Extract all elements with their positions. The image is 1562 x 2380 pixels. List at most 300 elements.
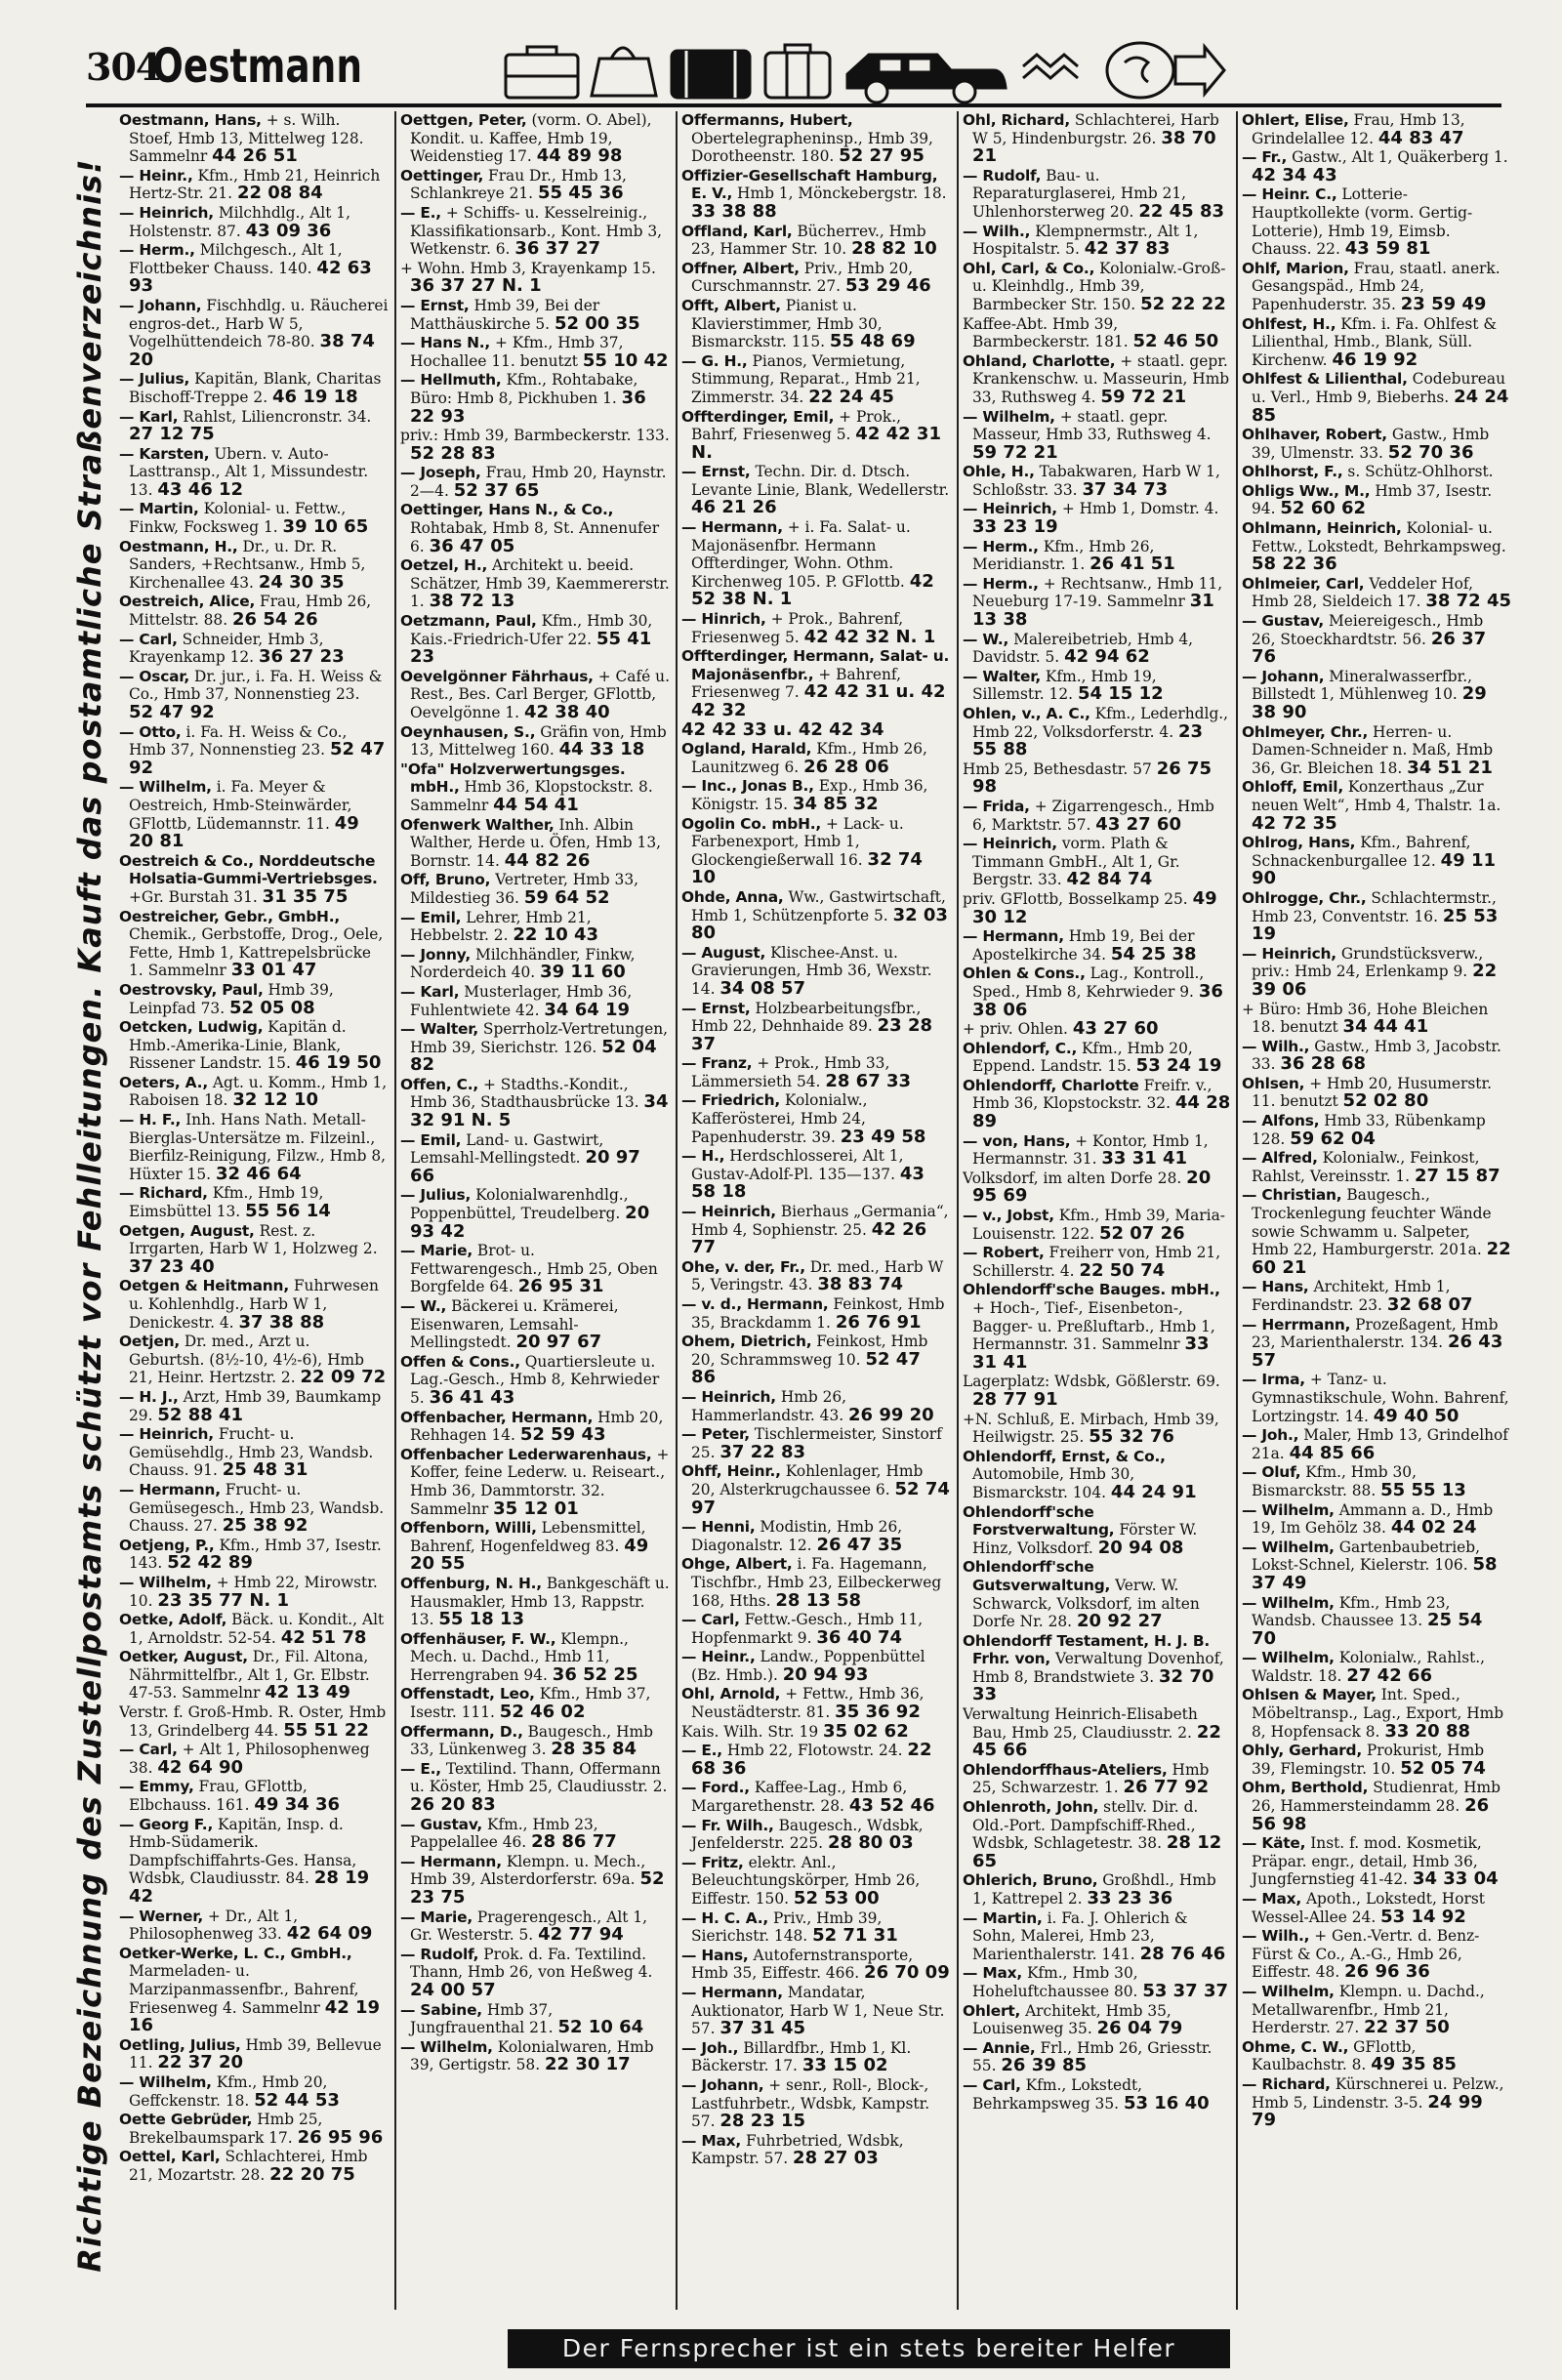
phone-number: 42 26 77 bbox=[691, 1218, 927, 1258]
phone-number: 49 20 55 bbox=[410, 1535, 649, 1575]
phone-number: 53 14 92 bbox=[1380, 1906, 1466, 1927]
entry-details: + Prok., Hmb 33, Lämmersieth 54. bbox=[691, 1054, 890, 1090]
list-item bbox=[963, 500, 1232, 536]
entry-name: Ohlert, Elise, bbox=[1242, 111, 1349, 129]
entry-name: Ohge, Albert, bbox=[681, 1555, 793, 1574]
entry-name: Oeters, A., bbox=[119, 1073, 208, 1091]
entry-details: Vertreter, Hmb 33, Mildestieg 36. bbox=[410, 871, 638, 907]
list-item bbox=[119, 852, 389, 907]
list-item bbox=[400, 167, 670, 203]
list-item bbox=[400, 464, 670, 500]
list-item bbox=[681, 888, 951, 943]
phone-number: 58 37 49 bbox=[1252, 1554, 1498, 1593]
phone-number: 33 23 36 bbox=[1087, 1888, 1173, 1908]
entry-name: — Rudolf, bbox=[400, 1945, 479, 1963]
entry-details: Kolonialw., Feinkost, Rahlst, Vereinsstr. 1. bbox=[1252, 1149, 1480, 1185]
list-item bbox=[119, 1778, 389, 1814]
phone-number: 36 40 74 bbox=[816, 1626, 903, 1648]
entry-name: Ohlsen, bbox=[1242, 1074, 1305, 1092]
list-item bbox=[963, 463, 1232, 499]
entry-details: Dr., Fil. Altona, Nährmittelfbr., Alt 1, Gr. Elbstr. 47-53. Sammelnr bbox=[129, 1648, 370, 1703]
phone-number: 28 77 91 bbox=[972, 1388, 1058, 1410]
phone-number: 43 58 18 bbox=[691, 1163, 925, 1203]
entry-details: Kaffee-Lag., Hmb 6, Margarethenstr. 28. bbox=[691, 1779, 908, 1816]
entry-name: — Wilhelm, bbox=[400, 2037, 493, 2056]
entry-name: — Emil, bbox=[400, 908, 462, 926]
arrow-right-icon bbox=[1175, 47, 1224, 94]
phone-number: 26 28 06 bbox=[803, 756, 889, 777]
list-item bbox=[400, 204, 670, 259]
entry-details: Hmb 39, Bellevue 11. bbox=[129, 2035, 382, 2072]
entry-name: Oestreich & Co., Norddeutsche Holsatia-Gummi-Vertriebsges. bbox=[119, 851, 378, 888]
entry-details: Klempnermstr., Alt 1, Hospitalstr. 5. bbox=[972, 222, 1199, 259]
list-item bbox=[400, 1946, 670, 2000]
phone-number: 20 94 93 bbox=[782, 1663, 869, 1685]
phone-number: 52 59 43 bbox=[519, 1424, 606, 1446]
list-item bbox=[963, 1705, 1232, 1760]
entry-name: Offen, C., bbox=[400, 1075, 479, 1093]
entry-details: Hmb 36, Klopstockstr. 8. Sammelnr bbox=[410, 778, 653, 814]
list-item bbox=[681, 777, 951, 813]
entry-details: Malereibetrieb, Hmb 4, Davidstr. 5. bbox=[972, 630, 1194, 667]
entry-name: — Friedrich, bbox=[681, 1091, 780, 1110]
entry-details: Billardfbr., Hmb 1, Kl. Bäckerstr. 17. bbox=[691, 2038, 912, 2075]
phone-number: 52 46 50 bbox=[1132, 331, 1219, 352]
phone-number: 36 47 05 bbox=[429, 535, 515, 556]
entry-details: Pianos, Vermietung, Stimmung, Reparat., Hmb 21, Zimmerstr. 34. bbox=[691, 351, 921, 406]
phone-number: 44 28 89 bbox=[972, 1092, 1231, 1132]
list-item bbox=[681, 1054, 951, 1090]
phone-number: 59 72 21 bbox=[1100, 386, 1187, 407]
list-item bbox=[681, 1147, 951, 1202]
phone-number: 55 18 13 bbox=[438, 1609, 525, 1630]
list-item bbox=[963, 1871, 1232, 1908]
phone-number: 39 11 60 bbox=[540, 962, 626, 983]
entry-details: Frau, Hmb 26, Mittelstr. 88. bbox=[129, 593, 372, 630]
phone-number: 52 88 41 bbox=[157, 1404, 244, 1425]
phone-number: 22 39 06 bbox=[1252, 961, 1498, 1000]
phone-number: 55 55 13 bbox=[1380, 1479, 1466, 1500]
list-item bbox=[1242, 1426, 1511, 1462]
phone-number: 22 30 17 bbox=[545, 2054, 631, 2075]
entry-details: Prokurist, Hmb 39, Flemingstr. 10. bbox=[1252, 1742, 1485, 1778]
entry-details: Verstr. f. Groß-Hmb. R. Oster, Hmb 13, Grindelberg 44. bbox=[119, 1703, 387, 1740]
entry-details: Rohtabak, Hmb 8, St. Annenufer 6. bbox=[410, 519, 660, 555]
entry-details: Bücherrev., Hmb 23, Hammer Str. 10. bbox=[691, 222, 926, 259]
list-item bbox=[681, 408, 951, 463]
entry-details: + Wohn. Hmb 3, Krayenkamp 15. bbox=[400, 259, 656, 277]
entry-name: — Peter, bbox=[681, 1425, 750, 1444]
entry-details: Lagerplatz: Wdsbk, Gößlerstr. 69. bbox=[963, 1373, 1220, 1391]
entry-details: Kfm., Hmb 20, Eppend. Landstr. 15. bbox=[972, 1039, 1193, 1076]
list-item bbox=[963, 1020, 1232, 1039]
phone-number: 55 48 69 bbox=[829, 331, 916, 352]
entry-name: Ohlendorff'sche Bauges. mbH., bbox=[963, 1281, 1220, 1299]
phone-number: 55 10 42 bbox=[582, 349, 669, 371]
list-item bbox=[400, 501, 670, 555]
entry-details: Kfm., Hmb 23, Pappelallee 46. bbox=[410, 1815, 598, 1852]
entry-details: Gastw., Hmb 3, Jacobstr. 33. bbox=[1252, 1037, 1501, 1074]
entry-name: Off, Bruno, bbox=[400, 871, 491, 889]
sidebar-slogan bbox=[61, 117, 119, 2314]
entry-details: Klischee-Anst. u. Gravierungen, Hmb 36, Wexstr. 14. bbox=[691, 943, 932, 998]
column-5 bbox=[1242, 111, 1511, 2310]
list-item bbox=[119, 241, 389, 296]
list-item bbox=[119, 668, 389, 722]
phone-number: 32 70 33 bbox=[972, 1665, 1214, 1705]
phone-number: 36 52 25 bbox=[552, 1663, 638, 1685]
entry-name: — Heinrich, bbox=[1242, 944, 1336, 963]
entry-name: — Wilh., bbox=[1242, 1927, 1310, 1946]
phone-number: 54 15 12 bbox=[1077, 683, 1164, 705]
entry-name: Oettgen, Peter, bbox=[400, 111, 527, 129]
entry-name: — Johann, bbox=[1242, 667, 1325, 685]
entry-name: — Herm., bbox=[963, 537, 1039, 555]
list-item bbox=[119, 981, 389, 1017]
phone-number: 27 42 66 bbox=[1346, 1664, 1433, 1686]
list-item bbox=[963, 2076, 1232, 2113]
phone-number: 34 51 21 bbox=[1407, 757, 1493, 778]
entry-details: Architekt u. beeid. Schätzer, Hmb 39, Kaemmererstr. 1. bbox=[410, 556, 670, 611]
list-item bbox=[681, 1333, 951, 1387]
phone-number: 36 38 06 bbox=[972, 980, 1223, 1020]
list-item bbox=[681, 297, 951, 351]
entry-name: — Heinrich, bbox=[119, 1425, 214, 1444]
entry-name: Ohlfest & Lilienthal, bbox=[1242, 370, 1408, 389]
phone-number: 43 27 60 bbox=[1072, 1018, 1159, 1040]
list-item bbox=[400, 723, 670, 759]
entry-details: elektr. Anl., Beleuchtungskörper, Hmb 26, Eiffestr. 150. bbox=[691, 1853, 921, 1908]
phone-number: 23 35 77 N. 1 bbox=[157, 1589, 290, 1611]
entry-details: Kapitän, Insp. d. Hmb-Südamerik. Dampfschiffahrts-Ges. Hansa, Wdsbk, Claudiusstr. 84. bbox=[129, 1815, 357, 1888]
phone-number: 23 55 88 bbox=[972, 720, 1204, 760]
entry-details: Milchhändler, Finkw, Norderdeich 40. bbox=[410, 945, 636, 982]
entry-name: Oetker, August, bbox=[119, 1648, 248, 1666]
list-item bbox=[1242, 1501, 1511, 1538]
entry-details: Marmeladen- u. Marzipanmassenfbr., Bahrenf, Friesenweg 4. Sammelnr bbox=[129, 1962, 359, 2017]
entry-name: Offenstadt, Leo, bbox=[400, 1685, 535, 1703]
list-item bbox=[1242, 1463, 1511, 1499]
entry-name: Oettinger, bbox=[400, 166, 484, 185]
list-item bbox=[119, 538, 389, 593]
entry-details: priv. GFlottb, Bosselkamp 25. bbox=[963, 889, 1188, 908]
entry-name: — Joseph, bbox=[400, 464, 481, 482]
phone-number: 52 44 53 bbox=[254, 2089, 340, 2111]
entry-details: Sperrholz-Vertretungen, Hmb 39, Sierichstr. 126. bbox=[410, 1020, 669, 1056]
list-item bbox=[1242, 148, 1511, 185]
list-item bbox=[400, 297, 670, 333]
entry-name: Ohland, Charlotte, bbox=[963, 351, 1116, 370]
phone-number: 52 47 86 bbox=[691, 1348, 921, 1388]
entry-details: + Prok., Bahrf, Friesenweg 5. bbox=[691, 407, 902, 444]
phone-number: 36 37 27 N. 1 bbox=[410, 275, 542, 297]
list-item bbox=[963, 2039, 1232, 2075]
entry-name: Offland, Karl, bbox=[681, 222, 793, 240]
entry-details: + i. Fa. Salat- u. Majonäsenfbr. Hermann Offterdinger, Wohn. Othm. Kirchenweg 105. P. GFlottb. bbox=[691, 518, 911, 591]
entry-name: — Hermann, bbox=[681, 518, 783, 537]
entry-details: +Gr. Burstah 31. bbox=[129, 887, 258, 906]
entry-details: Pragerengesch., Alt 1, Gr. Westerstr. 5. bbox=[410, 1908, 648, 1945]
list-item bbox=[119, 111, 389, 166]
entry-details: Prozeßagent, Hmb 23, Marienthalerstr. 134. bbox=[1252, 1315, 1499, 1352]
list-item bbox=[963, 1798, 1232, 1870]
entry-name: Ohlhorst, F., bbox=[1242, 463, 1343, 481]
entry-details: + s. Wilh. Stoef, Hmb 13, Mittelweg 128. Sammelnr bbox=[129, 111, 364, 166]
entry-name: Oetzel, H., bbox=[400, 556, 488, 575]
entry-name: Ohlmeyer, Chr., bbox=[1242, 722, 1369, 741]
entry-name: Ohm, Berthold, bbox=[1242, 1779, 1369, 1797]
entry-details: Baugesch., Wdsbk, Jenfelderstr. 225. bbox=[691, 1816, 924, 1853]
entry-name: — August, bbox=[681, 943, 766, 962]
entry-name: — Herm., bbox=[119, 241, 195, 260]
entry-details: + Bahrenf, Friesenweg 7. bbox=[691, 665, 901, 702]
phone-number: 22 37 50 bbox=[1364, 2017, 1450, 2038]
list-item bbox=[963, 223, 1232, 259]
list-item bbox=[119, 1277, 389, 1332]
entry-details: Kolonial- u. Fettw., Finkw, Focksweg 1. bbox=[129, 500, 347, 537]
phone-number: 35 02 62 bbox=[823, 1720, 909, 1742]
entry-name: Ohlrogge, Chr., bbox=[1242, 888, 1367, 907]
entry-name: — W., bbox=[963, 630, 1009, 648]
phone-number: 42 64 90 bbox=[157, 1756, 244, 1778]
entry-name: Ohlen, v., A. C., bbox=[963, 705, 1090, 722]
entry-name: — Irma, bbox=[1242, 1371, 1305, 1389]
list-item bbox=[681, 1000, 951, 1054]
entry-name: — E., bbox=[400, 203, 441, 222]
list-item bbox=[681, 647, 951, 719]
phone-number: 28 80 03 bbox=[827, 1832, 914, 1854]
entry-details: Rest. z. Irrgarten, Harb W 1, Holzweg 2. bbox=[129, 1221, 378, 1258]
phone-number: 53 16 40 bbox=[1123, 2092, 1210, 2113]
entry-name: — Georg F., bbox=[119, 1815, 214, 1833]
phone-number: 25 48 31 bbox=[222, 1459, 308, 1481]
phone-number: 52 27 95 bbox=[839, 145, 925, 167]
entry-details: Klempn. u. Dachd., Metallwarenfbr., Hmb 21, Herderstr. 27. bbox=[1252, 1982, 1485, 2037]
entry-name: — Oluf, bbox=[1242, 1463, 1301, 1482]
phone-number: 33 31 41 bbox=[972, 1334, 1210, 1373]
list-item bbox=[119, 631, 389, 667]
car-icon bbox=[847, 55, 1006, 103]
entry-name: Ohme, C. W., bbox=[1242, 2037, 1349, 2056]
phone-number: 38 72 13 bbox=[429, 591, 515, 612]
entry-details: Ubern. v. Auto-Lasttransp., Alt 1, Missundestr. 13. bbox=[129, 444, 369, 499]
phone-number: 42 42 31 u. 42 42 32 bbox=[691, 681, 946, 720]
phone-number: 33 15 02 bbox=[802, 2055, 888, 2076]
phone-number: 33 38 88 bbox=[691, 200, 777, 222]
entry-details: Bau- u. Reparaturglaserei, Hmb 21, Uhlenhorsterweg 20. bbox=[972, 166, 1187, 221]
list-item bbox=[1242, 668, 1511, 722]
entry-details: Schneider, Hmb 3, Krayenkamp 12. bbox=[129, 630, 324, 667]
list-item bbox=[681, 610, 951, 646]
entry-details: Kfm., Hmb 19, Eimsbüttel 13. bbox=[129, 1184, 324, 1221]
entry-name: Ohligs Ww., M., bbox=[1242, 481, 1371, 500]
list-item bbox=[1242, 1316, 1511, 1371]
entry-name: — Max, bbox=[963, 1964, 1023, 1983]
list-item bbox=[963, 1761, 1232, 1797]
entry-name: — Gustav, bbox=[1242, 612, 1325, 631]
entry-name: — Walter, bbox=[963, 667, 1042, 685]
list-item bbox=[1242, 1371, 1511, 1425]
entry-name: Oestmann, Hans, bbox=[119, 111, 262, 129]
entry-details: Kolonialwaren, Hmb 39, Gertigstr. 58. bbox=[410, 2037, 654, 2074]
phone-number: 53 24 19 bbox=[1135, 1055, 1222, 1077]
entry-details: Kohlenlager, Hmb 20, Alsterkrugchaussee 6. bbox=[691, 1462, 924, 1498]
list-item bbox=[1242, 1927, 1511, 1982]
entry-details: Kfm., Hmb 30, Bismarckstr. 88. bbox=[1252, 1463, 1417, 1499]
phone-number: 52 60 62 bbox=[1280, 498, 1367, 519]
entry-details: Hmb 37, Jungfrauenthal 21. bbox=[410, 2000, 554, 2037]
entry-details: Hmb 22, Flotowstr. 24. bbox=[726, 1742, 903, 1760]
phone-number: 22 09 72 bbox=[300, 1367, 387, 1388]
phone-number: 25 38 92 bbox=[222, 1515, 308, 1537]
entry-details: Meiereigesch., Hmb 26, Stoeckhardtstr. 56. bbox=[1252, 612, 1484, 648]
phone-number: 42 84 74 bbox=[1066, 869, 1153, 890]
entry-name: — Heinrich, bbox=[681, 1387, 776, 1406]
entry-details: Großhdl., Hmb 1, Kattrepel 2. bbox=[972, 1871, 1216, 1908]
directory-columns bbox=[119, 111, 1511, 2310]
list-item bbox=[119, 1574, 389, 1610]
list-item bbox=[400, 1816, 670, 1852]
phone-number: 53 37 37 bbox=[1142, 1980, 1229, 2001]
entry-details: Gartenbaubetrieb, Lokst-Schnel, Kielerstr. 106. bbox=[1252, 1538, 1480, 1575]
phone-number: 52 00 35 bbox=[554, 312, 640, 334]
entry-name: Offenborn, Willi, bbox=[400, 1519, 537, 1538]
entry-name: — Martin, bbox=[963, 1908, 1043, 1927]
phone-number: 34 33 04 bbox=[1412, 1868, 1499, 1890]
entry-name: — Karl, bbox=[119, 407, 179, 426]
entry-details: Herren- u. Damen-Schneider n. Maß, Hmb 36, Gr. Bleichen 18. bbox=[1252, 722, 1494, 777]
entry-details: Kfm., Hmb 30, Hoheluftchaussee 80. bbox=[972, 1964, 1138, 2000]
phone-number: 22 10 43 bbox=[513, 924, 599, 946]
phone-number: 52 70 36 bbox=[1387, 441, 1474, 463]
phone-number: 52 47 92 bbox=[129, 702, 215, 722]
entry-name: — H. F., bbox=[119, 1111, 182, 1129]
list-item bbox=[400, 760, 670, 815]
entry-details: Kolonialw., Rahlst., Waldstr. 18. bbox=[1252, 1649, 1486, 1685]
list-item bbox=[119, 593, 389, 629]
list-item bbox=[681, 518, 951, 609]
phone-number: 43 59 81 bbox=[1344, 238, 1431, 260]
list-item bbox=[681, 2132, 951, 2168]
phone-number: 32 46 64 bbox=[215, 1163, 302, 1184]
list-item bbox=[681, 352, 951, 407]
entry-name: — Robert, bbox=[963, 1244, 1045, 1262]
entry-details: Inst. f. mod. Kosmetik, Präpar. engr., detail, Hmb 36, Jungfernstieg 41-42. bbox=[1252, 1834, 1482, 1889]
phone-number: 52 47 92 bbox=[129, 739, 386, 778]
entry-name: — Christian, bbox=[1242, 1186, 1342, 1205]
phone-number: 42 51 78 bbox=[280, 1626, 367, 1648]
entry-name: — Joh., bbox=[1242, 1426, 1299, 1445]
entry-name: — Hellmuth, bbox=[400, 371, 502, 390]
phone-number: 43 46 12 bbox=[157, 478, 244, 500]
phone-number: 55 32 76 bbox=[1089, 1426, 1174, 1448]
trunk-icon bbox=[672, 51, 750, 98]
column-divider bbox=[957, 111, 959, 2310]
entry-details: Fuhrbetried, Wdsbk, Kampstr. 57. bbox=[691, 2131, 904, 2168]
list-item bbox=[963, 1040, 1232, 1076]
entry-details: Förster W. Hinz, Volksdorf. bbox=[972, 1521, 1198, 1557]
entry-details: Herdschlosserei, Alt 1, Gustav-Adolf-Pl. 135—137. bbox=[691, 1147, 904, 1183]
entry-name: "Ofa" Holzverwertungsges. mbH., bbox=[400, 759, 626, 797]
phone-number: 53 29 46 bbox=[845, 275, 931, 297]
list-item bbox=[681, 1555, 951, 1610]
entry-details: Kfm. i. Fa. Ohlfest & Lilienthal, Hmb., Blank, Süll. Kirchenw. bbox=[1252, 314, 1498, 369]
phone-number: 36 28 68 bbox=[1280, 1053, 1367, 1075]
list-item bbox=[1242, 1001, 1511, 1037]
list-item bbox=[400, 1630, 670, 1685]
list-item bbox=[119, 2073, 389, 2110]
list-item bbox=[1242, 370, 1511, 425]
list-item bbox=[119, 1111, 389, 1183]
entry-name: — Carl, bbox=[963, 2075, 1021, 2094]
footer-banner bbox=[508, 2329, 1230, 2368]
entry-details: Veddeler Hof, Hmb 28, Sieldeich 17. bbox=[1252, 574, 1473, 611]
entry-details: + Dr., Alt 1, Philosophenweg 33. bbox=[129, 1907, 299, 1944]
phone-number: 55 51 22 bbox=[283, 1719, 369, 1741]
list-item bbox=[400, 260, 670, 296]
phone-number: 36 22 93 bbox=[410, 387, 646, 427]
entry-name: — Jonny, bbox=[400, 945, 472, 964]
phone-number: 35 12 01 bbox=[493, 1498, 579, 1519]
entry-details: Gastw., Hmb 39, Ulmenstr. 33. bbox=[1252, 426, 1490, 462]
entry-name: — Fritz, bbox=[681, 1853, 744, 1871]
phone-number: 43 09 36 bbox=[245, 220, 332, 241]
entry-name: — Sabine, bbox=[400, 2000, 482, 2019]
entry-details: Kfm., Hmb 30, Kais.-Friedrich-Ufer 22. bbox=[410, 612, 653, 648]
phone-number: 22 45 83 bbox=[1138, 200, 1225, 222]
phone-number: 28 67 33 bbox=[825, 1070, 912, 1091]
list-item bbox=[681, 1091, 951, 1146]
entry-name: — v., Jobst, bbox=[963, 1207, 1054, 1225]
entry-name: Ohlenroth, John, bbox=[963, 1798, 1099, 1817]
list-item bbox=[400, 1519, 670, 1574]
phone-number: 42 63 93 bbox=[129, 257, 372, 297]
entry-name: Ohde, Anna, bbox=[681, 887, 784, 906]
phone-number: 23 28 37 bbox=[691, 1015, 933, 1054]
phone-number: 38 70 21 bbox=[972, 127, 1216, 167]
phone-number: 31 13 38 bbox=[972, 591, 1214, 631]
entry-details: Brot- u. Fettwarengesch., Hmb 25, Oben Borgfelde 64. bbox=[410, 1242, 658, 1296]
entry-details: + Alt 1, Philosophenweg 38. bbox=[129, 1741, 370, 1777]
list-item bbox=[400, 909, 670, 945]
column-1 bbox=[119, 111, 389, 2310]
list-item bbox=[681, 111, 951, 166]
entry-name: — Carl, bbox=[119, 630, 178, 648]
phone-number: 26 47 35 bbox=[816, 1534, 903, 1555]
phone-number: 33 31 41 bbox=[1101, 1148, 1188, 1169]
entry-details: Kfm., Hmb 21, Heinrich Hertz-Str. 21. bbox=[129, 166, 381, 203]
arrow-icon bbox=[1023, 55, 1078, 78]
phone-number: 26 37 76 bbox=[1252, 628, 1487, 668]
phone-number: 49 20 81 bbox=[129, 812, 359, 852]
entry-details: Kolonial- u. Fettw., Lokstedt, Behrkampsweg. bbox=[1252, 519, 1506, 555]
list-item bbox=[963, 1503, 1232, 1558]
phone-number: 26 56 98 bbox=[1252, 1795, 1490, 1834]
entry-name: Ohl, Richard, bbox=[963, 111, 1070, 129]
phone-number: 28 23 15 bbox=[719, 2111, 806, 2132]
entry-details: Prok. d. Fa. Textilind. Thann, Hmb 26, von Heßweg 4. bbox=[410, 1945, 653, 1982]
entry-name: Ohe, v. der, Fr., bbox=[681, 1257, 805, 1276]
phone-number: 52 05 08 bbox=[229, 997, 315, 1018]
list-item bbox=[119, 778, 389, 850]
list-item bbox=[1242, 315, 1511, 370]
list-item bbox=[963, 1169, 1232, 1206]
entry-details: Arzt, Hmb 39, Baumkamp 29. bbox=[129, 1387, 382, 1424]
list-item bbox=[400, 334, 670, 370]
entry-details: Kfm., Hmb 20, Geffckenstr. 18. bbox=[129, 2072, 328, 2110]
list-item bbox=[963, 964, 1232, 1019]
entry-details: Inh. Albin Walther, Herde u. Öfen, Hmb 13, Bornstr. 14. bbox=[410, 815, 662, 870]
